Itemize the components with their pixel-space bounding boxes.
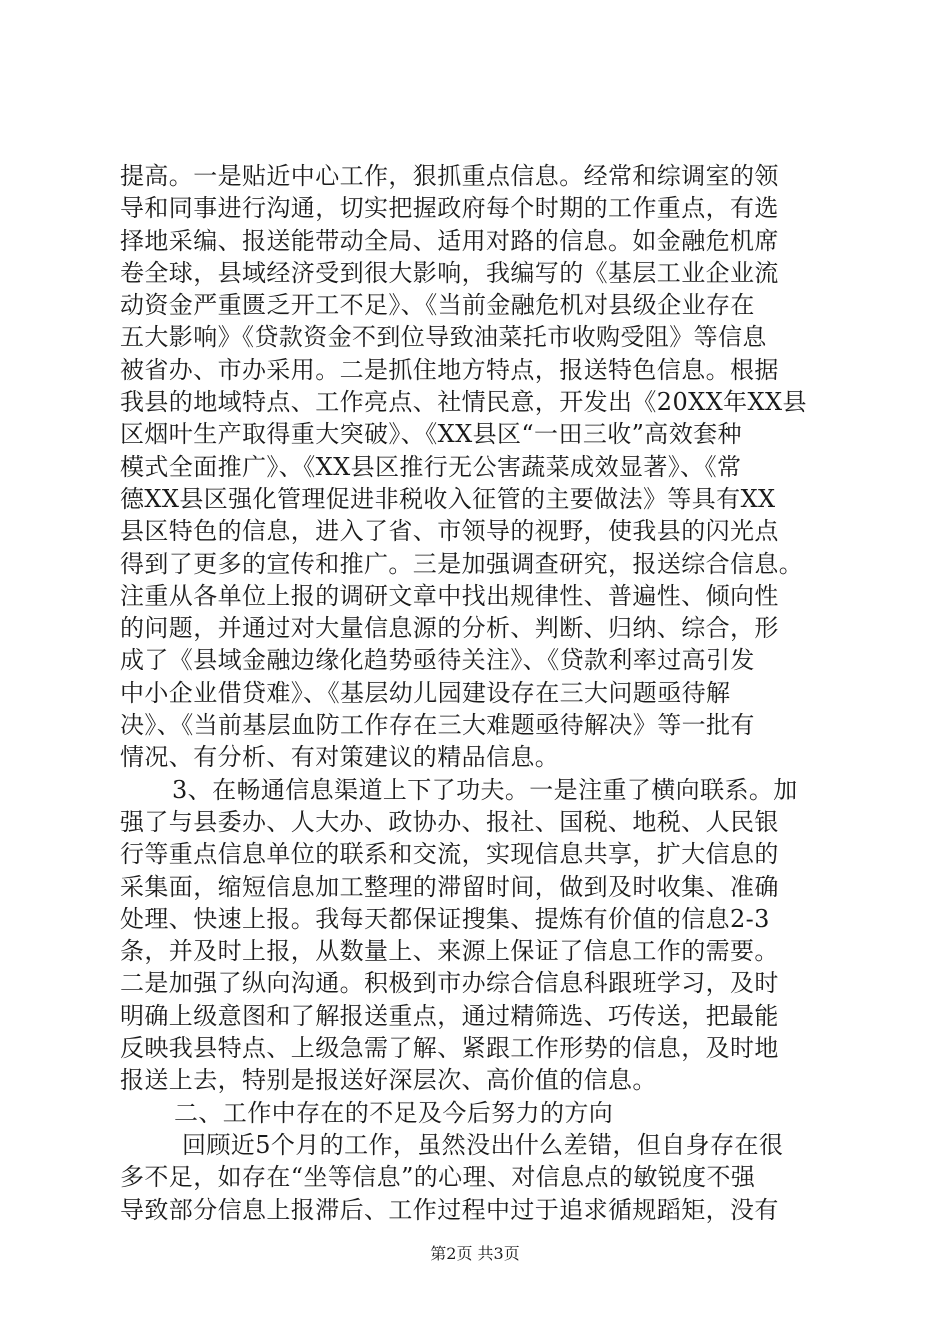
- text-line: 被省办、市办采用。二是抓住地方特点，报送特色信息。根据: [120, 355, 779, 384]
- text-line: 五大影响》《贷款资金不到位导致油菜托市收购受阻》等信息: [120, 323, 767, 352]
- text-line: 卷全球，县域经济受到很大影响，我编写的《基层工业企业流: [120, 258, 779, 287]
- text-line: 报送上去，特别是报送好深层次、高价值的信息。: [120, 1066, 657, 1095]
- text-line: 提高。一是贴近中心工作，狠抓重点信息。经常和综调室的领: [120, 162, 779, 190]
- text-line: 得到了更多的宣传和推广。三是加强调查研究，报送综合信息。: [120, 549, 804, 578]
- text-line: 导和同事进行沟通，切实把握政府每个时期的工作重点，有选: [120, 194, 779, 223]
- text-line: 注重从各单位上报的调研文章中找出规律性、普遍性、倾向性: [120, 581, 779, 610]
- text-line: 模式全面推广》、《XX县区推行无公害蔬菜成效显著》、《常: [120, 452, 742, 481]
- text-line: 县区特色的信息，进入了省、市领导的视野，使我县的闪光点: [120, 517, 779, 546]
- text-line: 多不足，如存在“坐等信息”的心理、对信息点的敏锐度不强: [120, 1163, 756, 1192]
- text-line: 我县的地域特点、工作亮点、社情民意，开发出《20XX年XX县: [120, 388, 807, 417]
- text-line: 决》、《当前基层血防工作存在三大难题亟待解决》等一批有: [120, 711, 755, 740]
- text-line: 行等重点信息单位的联系和交流，实现信息共享，扩大信息的: [120, 840, 779, 869]
- text-line: 动资金严重匮乏开工不足》、《当前金融危机对县级企业存在: [120, 291, 755, 320]
- page-number-footer: 第2页 共3页: [430, 1244, 520, 1263]
- text-line: 成了《县域金融边缘化趋势亟待关注》、《贷款利率过高引发: [120, 646, 755, 675]
- text-line: 处理、快速上报。我每天都保证搜集、提炼有价值的信息2-3: [120, 904, 770, 933]
- text-line: 导致部分信息上报滞后、工作过程中过于追求循规蹈矩，没有: [120, 1195, 779, 1224]
- section-item-3: 3、在畅通信息渠道上下了功夫。一是注重了横向联系。加: [172, 775, 798, 804]
- text-line: 德XX县区强化管理促进非税收入征管的主要做法》等具有XX: [120, 484, 776, 513]
- text-line: 条，并及时上报，从数量上、来源上保证了信息工作的需要。: [120, 937, 779, 966]
- text-line: 择地采编、报送能带动全局、适用对路的信息。如金融危机席: [120, 226, 779, 255]
- section-heading: 二、工作中存在的不足及今后努力的方向: [174, 1098, 614, 1127]
- text-line: 明确上级意图和了解报送重点，通过精筛选、巧传送，把最能: [120, 1001, 779, 1030]
- text-line: 区烟叶生产取得重大突破》、《XX县区“一田三收”高效套种: [120, 420, 742, 449]
- text-line: 反映我县特点、上级急需了解、紧跟工作形势的信息，及时地: [120, 1034, 779, 1063]
- body-text: [120, 160, 832, 1226]
- text-line: 回顾近5个月的工作，虽然没出什么差错，但自身存在很: [182, 1130, 784, 1159]
- text-line: 二是加强了纵向沟通。积极到市办综合信息科跟班学习，及时: [120, 969, 779, 998]
- text-line: 的问题，并通过对大量信息源的分析、判断、归纳、综合，形: [120, 614, 779, 643]
- text-line: 情况、有分析、有对策建议的精品信息。: [120, 743, 560, 772]
- text-line: 中小企业借贷难》、《基层幼儿园建设存在三大问题亟待解: [120, 678, 731, 707]
- text-line: 采集面，缩短信息加工整理的滞留时间，做到及时收集、准确: [120, 872, 779, 901]
- text-line: 强了与县委办、人大办、政协办、报社、国税、地税、人民银: [120, 807, 779, 836]
